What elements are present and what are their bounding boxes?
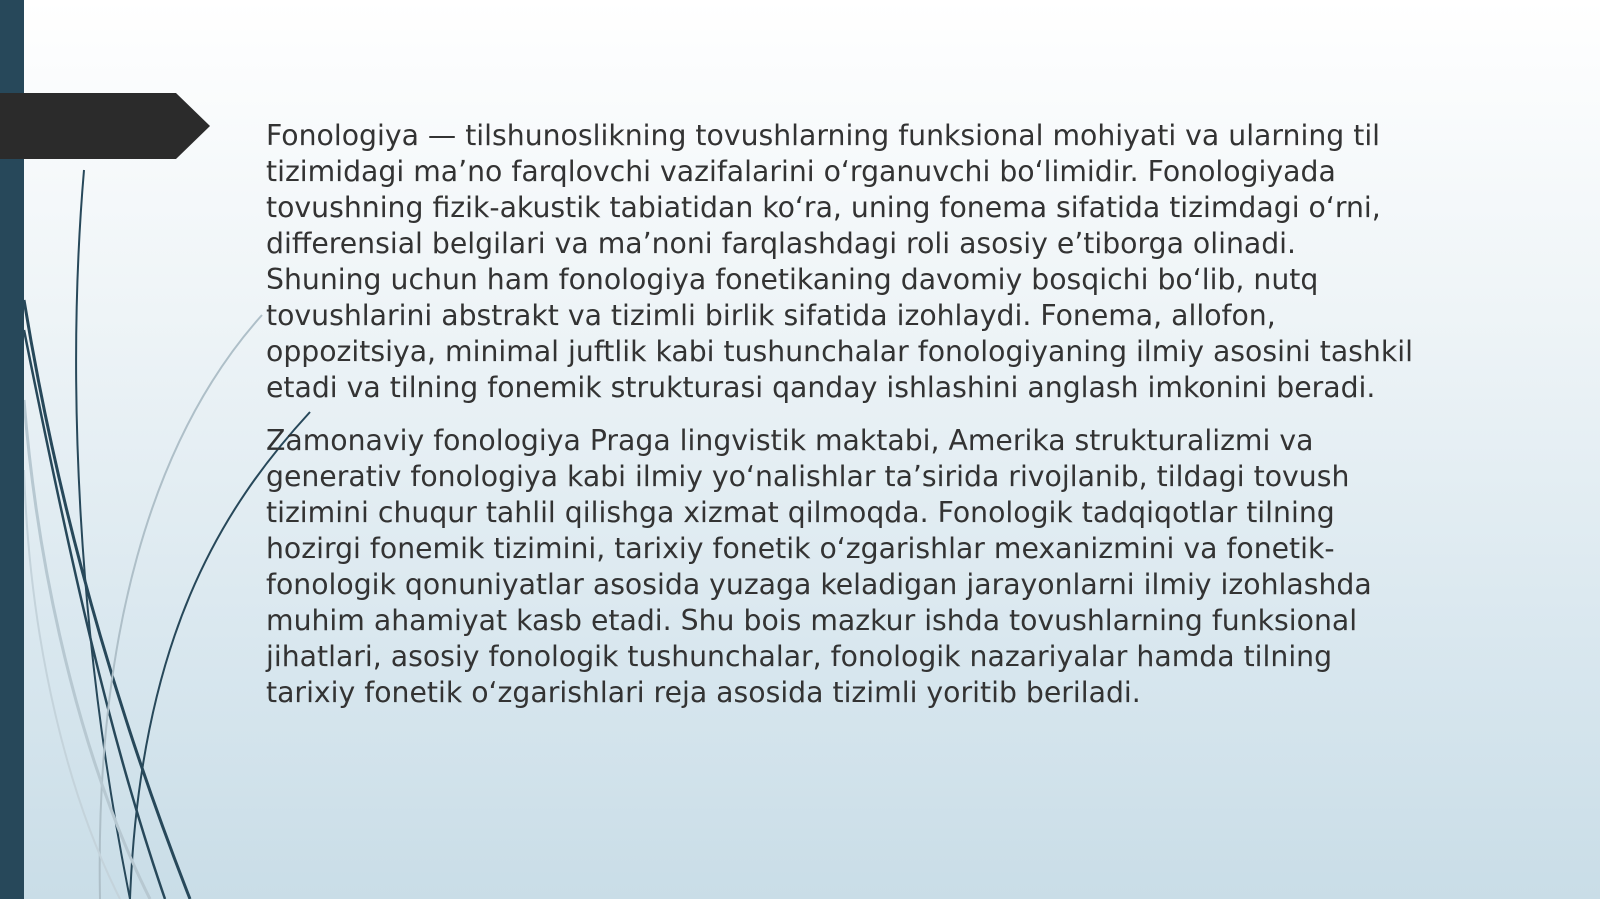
arrow-tab-shape xyxy=(0,93,210,159)
paragraph-2: Zamonaviy fonologiya Praga lingvistik maktabi, Amerika strukturalizmi va generativ fonologiya kabi ilmiy yoʻnalishlar taʼsirida rivojlanib, tildagi tovush tizimini chuqur tahlil qilishga xizmat qilmoqda. Fonologik tadqiqotlar tilning hozirgi fonemik tizimini, tarixiy fonetik oʻzgarishlar mexanizmini va fonetik-fonologik qonuniyatlar asosida yuzaga keladigan jarayonlarni ilmiy izohlashda muhim ahamiyat kasb etadi. Shu bois mazkur ishda tovushlarning funksional jihatlari, asosiy fonologik tushunchalar, fonologik nazariyalar hamda tilning tarixiy fonetik oʻzgarishlari reja asosida tizimli yoritib beriladi. xyxy=(266,424,1372,709)
paragraph-1: Fonologiya — tilshunoslikning tovushlarning funksional mohiyati va ularning til tizimidagi maʼno farqlovchi vazifalarini oʻrganuvchi boʻlimidir. Fonologiyada tovushning fizik-akustik tabiatidan koʻra, uning fonema sifatida tizimdagi oʻrni, differensial belgilari va maʼnoni farqlashdagi roli asosiy eʼtiborga olinadi. Shuning uchun ham fonologiya fonetikaning davomiy bosqichi boʻlib, nutq tovushlarini abstrakt va tizimli birlik sifatida izohlaydi. Fonema, allofon, oppozitsiya, minimal juftlik kabi tushunchalar fonologiyaning ilmiy asosini tashkil etadi va tilning fonemik strukturasi qanday ishlashini anglash imkonini beradi. xyxy=(266,119,1413,404)
slide-body-text xyxy=(266,118,1416,728)
curve-light-1 xyxy=(100,315,262,899)
curve-dark-1 xyxy=(24,300,190,899)
